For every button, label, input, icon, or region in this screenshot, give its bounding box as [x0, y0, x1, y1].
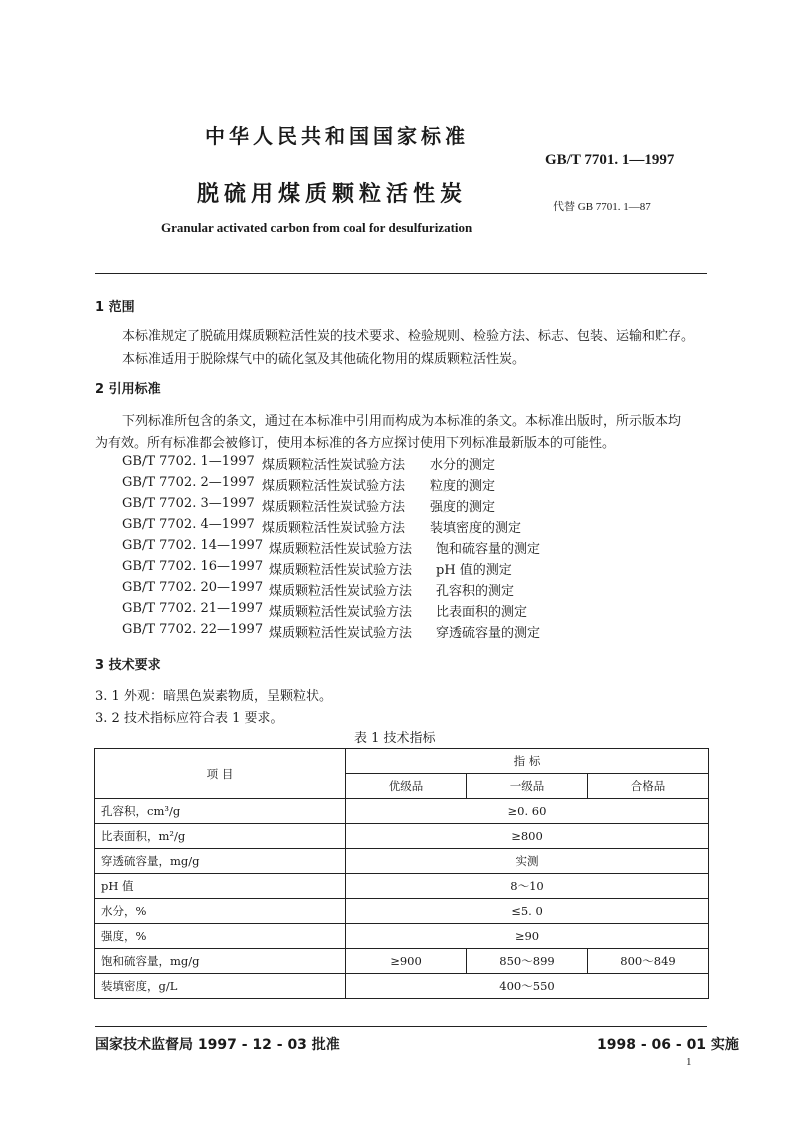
reference-code: GB/T 7702. 2—1997 [122, 475, 255, 490]
reference-code: GB/T 7702. 20—1997 [122, 580, 264, 595]
grade-first: 一级品 [467, 774, 588, 799]
row-name: 水分，% [95, 899, 346, 924]
reference-series: 煤质颗粒活性炭试验方法 [262, 479, 406, 494]
table-row [95, 874, 709, 899]
reference-item-name: 穿透硫容量的测定 [436, 626, 541, 641]
reference-series: 煤质颗粒活性炭试验方法 [269, 563, 413, 578]
reference-item-name: 水分的测定 [430, 458, 496, 473]
row-value-qualified: 800～849 [588, 949, 709, 974]
reference-series: 煤质颗粒活性炭试验方法 [269, 542, 413, 557]
row-value: ≥90 [346, 924, 709, 949]
section-3-heading: 3 技术要求 [95, 658, 161, 673]
english-title: Granular activated carbon from coal for desulfurization [161, 220, 473, 235]
page-title: 脱硫用煤质颗粒活性炭 [197, 182, 468, 207]
reference-item-name: pH 值的测定 [436, 563, 512, 578]
section-3-2-text: 3. 2 技术指标应符合表 1 要求。 [95, 711, 284, 726]
row-value: ≥0. 60 [346, 799, 709, 824]
reference-item-name: 强度的测定 [430, 500, 496, 515]
row-value-first: 850～899 [467, 949, 588, 974]
row-value: 实测 [346, 849, 709, 874]
reference-code: GB/T 7702. 21—1997 [122, 601, 264, 616]
row-name: 比表面积，m²/g [95, 824, 346, 849]
row-value: 400～550 [346, 974, 709, 999]
section-1-heading: 1 范围 [95, 300, 135, 315]
national-standard-heading: 中华人民共和国国家标准 [205, 124, 469, 148]
row-name: 饱和硫容量，mg/g [95, 949, 346, 974]
reference-series: 煤质颗粒活性炭试验方法 [262, 500, 406, 515]
table-row [95, 824, 709, 849]
reference-code: GB/T 7702. 14—1997 [122, 538, 264, 553]
reference-code: GB/T 7702. 3—1997 [122, 496, 255, 511]
row-value-superior: ≥900 [346, 949, 467, 974]
column-header-index: 指 标 [346, 749, 709, 774]
table-caption: 表 1 技术指标 [354, 731, 436, 746]
reference-code: GB/T 7702. 4—1997 [122, 517, 255, 532]
reference-code: GB/T 7702. 1—1997 [122, 454, 255, 469]
table-row [95, 799, 709, 824]
table-row [95, 849, 709, 874]
footer-divider [95, 1026, 707, 1027]
reference-item-name: 孔容积的测定 [436, 584, 515, 599]
column-header-item: 项 目 [95, 749, 346, 799]
grade-qualified: 合格品 [588, 774, 709, 799]
row-name: 孔容积，cm³/g [95, 799, 346, 824]
effective-date: 1998 - 06 - 01 实施 [597, 1037, 739, 1053]
reference-item-name: 饱和硫容量的测定 [436, 542, 541, 557]
row-value: ≤5. 0 [346, 899, 709, 924]
reference-series: 煤质颗粒活性炭试验方法 [262, 458, 406, 473]
replaces-note: 代替 GB 7701. 1—87 [553, 201, 651, 213]
reference-code: GB/T 7702. 16—1997 [122, 559, 264, 574]
table-row [95, 899, 709, 924]
reference-code: GB/T 7702. 22—1997 [122, 622, 264, 637]
row-name: pH 值 [95, 874, 346, 899]
row-name: 强度，% [95, 924, 346, 949]
approval-note: 国家技术监督局 1997 - 12 - 03 批准 [95, 1037, 340, 1053]
technical-index-table [94, 748, 709, 999]
section-2-heading: 2 引用标准 [95, 382, 161, 397]
row-value: ≥800 [346, 824, 709, 849]
table-row [95, 924, 709, 949]
table-row [95, 974, 709, 999]
reference-series: 煤质颗粒活性炭试验方法 [269, 626, 413, 641]
section-2-intro-line-1: 下列标准所包含的条文，通过在本标准中引用而构成为本标准的条文。本标准出版时，所示版本均 [122, 414, 682, 429]
reference-series: 煤质颗粒活性炭试验方法 [269, 605, 413, 620]
section-2-intro-line-2: 为有效。所有标准都会被修订，使用本标准的各方应探讨使用下列标准最新版本的可能性。 [95, 436, 616, 451]
table-row [95, 949, 709, 974]
section-1-paragraph-1: 本标准规定了脱硫用煤质颗粒活性炭的技术要求、检验规则、检验方法、标志、包装、运输和贮存。 [122, 329, 695, 344]
standard-number: GB/T 7701. 1—1997 [545, 152, 675, 168]
section-3-1-text: 3. 1 外观：暗黑色炭素物质，呈颗粒状。 [95, 689, 332, 704]
row-name: 装填密度，g/L [95, 974, 346, 999]
table-header-row [95, 749, 709, 774]
grade-superior: 优级品 [346, 774, 467, 799]
section-1-paragraph-2: 本标准适用于脱除煤气中的硫化氢及其他硫化物用的煤质颗粒活性炭。 [122, 352, 526, 367]
reference-series: 煤质颗粒活性炭试验方法 [262, 521, 406, 536]
header-divider [95, 273, 707, 274]
page-number: 1 [686, 1056, 692, 1068]
reference-item-name: 装填密度的测定 [430, 521, 522, 536]
row-name: 穿透硫容量，mg/g [95, 849, 346, 874]
reference-series: 煤质颗粒活性炭试验方法 [269, 584, 413, 599]
reference-item-name: 比表面积的测定 [436, 605, 528, 620]
reference-item-name: 粒度的测定 [430, 479, 496, 494]
row-value: 8～10 [346, 874, 709, 899]
